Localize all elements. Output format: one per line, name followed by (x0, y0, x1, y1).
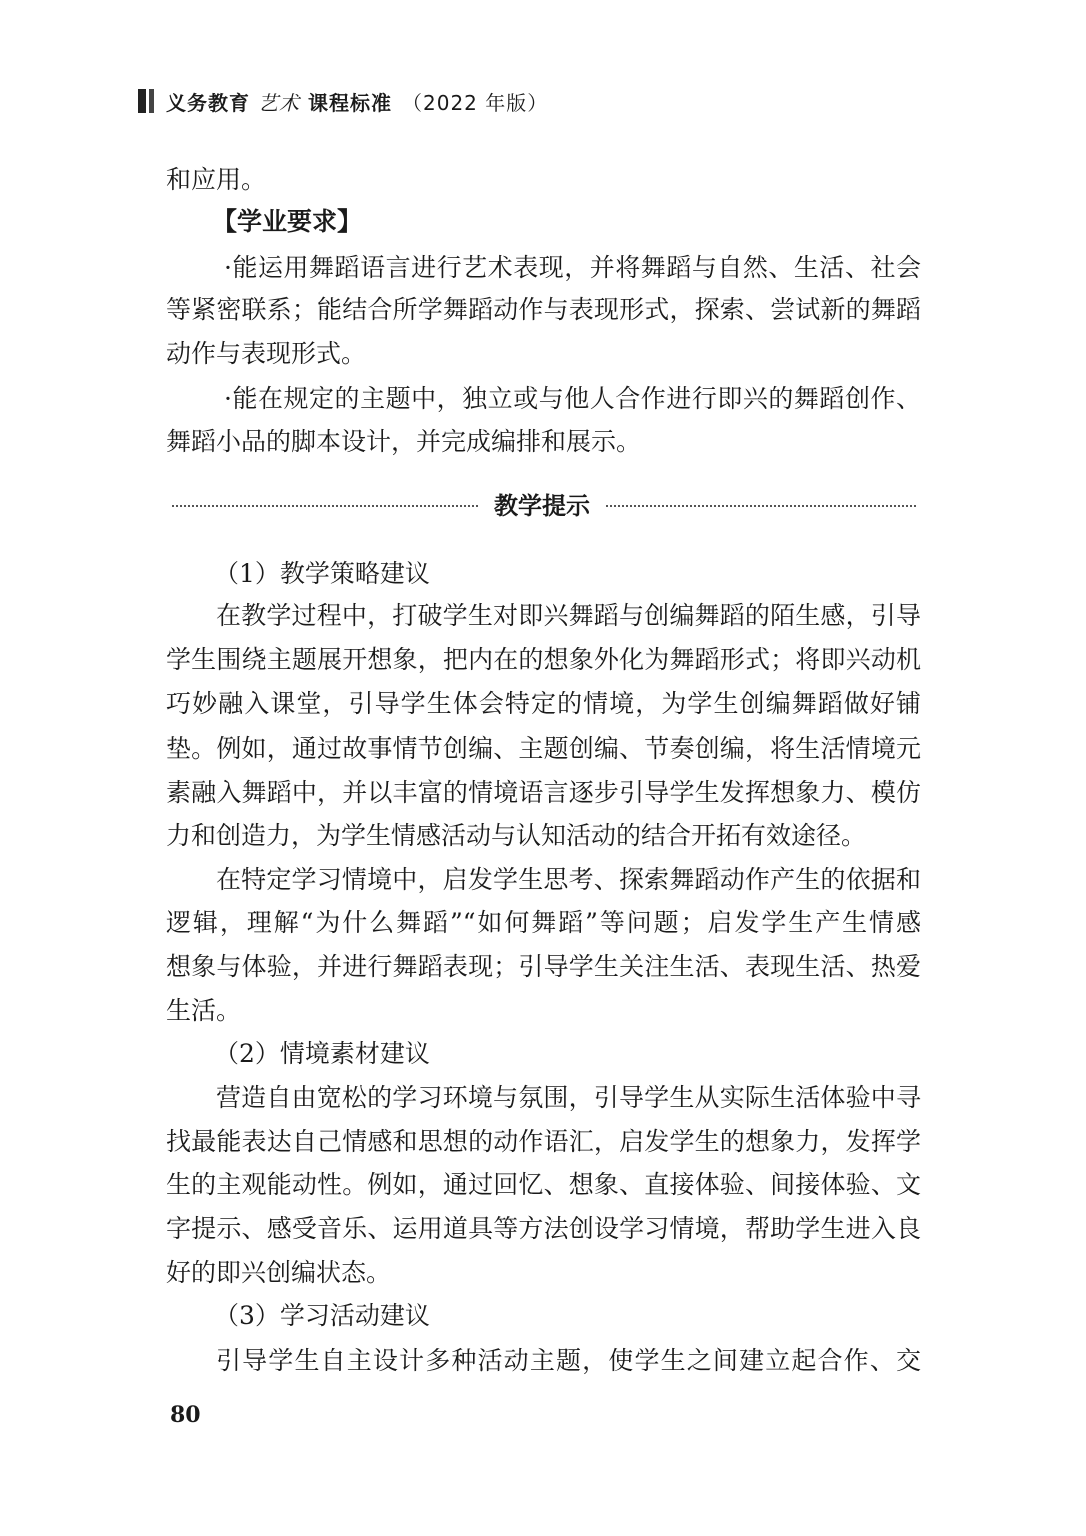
text-line: 字提示、感受音乐、运用道具等方法创设学习情境，帮助学生进入良 (166, 1214, 921, 1243)
header-bar-icon (138, 89, 146, 113)
text-line: 逻辑，理解“为什么舞蹈”“如何舞蹈”等问题；启发学生产生情感 (166, 908, 921, 937)
bullet-item: ·能运用舞蹈语言进行艺术表现，并将舞蹈与自然、生活、社会 (224, 253, 921, 282)
header-bar-icon (149, 89, 154, 113)
text-line: 力和创造力，为学生情感活动与认知活动的结合开拓有效途径。 (166, 821, 867, 850)
text-line: 巧妙融入课堂，引导学生体会特定的情境，为学生创编舞蹈做好铺 (166, 689, 921, 718)
text-line: 垫。例如，通过故事情节创编、主题创编、节奏创编，将生活情境元 (166, 734, 921, 763)
text-line: 在教学过程中，打破学生对即兴舞蹈与创编舞蹈的陌生感，引导 (216, 601, 921, 630)
text-line: 营造自由宽松的学习环境与氛围，引导学生从实际生活体验中寻 (216, 1083, 921, 1112)
section-heading: 【学业要求】 (212, 207, 363, 236)
divider-title: 教学提示 (494, 492, 590, 520)
text-line: 生活。 (166, 996, 242, 1025)
text-line: 好的即兴创编状态。 (166, 1258, 392, 1287)
text-line: 生的主观能动性。例如，通过回忆、想象、直接体验、间接体验、文 (166, 1170, 921, 1199)
text-line: 素融入舞蹈中，并以丰富的情境语言逐步引导学生发挥想象力、模仿 (166, 778, 921, 807)
section-divider (172, 488, 916, 524)
text-line: 舞蹈小品的脚本设计，并完成编排和展示。 (166, 427, 642, 456)
text-line: 动作与表现形式。 (166, 339, 367, 368)
text-line: 学生围绕主题展开想象，把内在的想象外化为舞蹈形式；将即兴动机 (166, 645, 921, 674)
text-line: 和应用。 (166, 165, 267, 194)
subsection-heading: （3）学习活动建议 (214, 1301, 430, 1330)
text-line: 找最能表达自己情感和思想的动作语汇，启发学生的想象力，发挥学 (166, 1127, 921, 1156)
text-line: 等紧密联系；能结合所学舞蹈动作与表现形式，探索、尝试新的舞蹈 (166, 295, 921, 324)
text-line: 想象与体验，并进行舞蹈表现；引导学生关注生活、表现生活、热爱 (166, 952, 921, 981)
subsection-heading: （2）情境素材建议 (214, 1039, 430, 1068)
divider-dots-right (606, 505, 916, 507)
text-line: 在特定学习情境中，启发学生思考、探索舞蹈动作产生的依据和 (216, 865, 921, 894)
bullet-item: ·能在规定的主题中，独立或与他人合作进行即兴的舞蹈创作、 (224, 384, 921, 413)
page-number: 80 (170, 1402, 201, 1428)
subsection-heading: （1）教学策略建议 (214, 559, 430, 588)
running-header (138, 88, 548, 114)
divider-dots-left (172, 505, 478, 507)
text-line: 引导学生自主设计多种活动主题，使学生之间建立起合作、交 (216, 1346, 921, 1375)
header-title: 义务教育 艺术 课程标准 （2022 年版） (166, 90, 549, 115)
